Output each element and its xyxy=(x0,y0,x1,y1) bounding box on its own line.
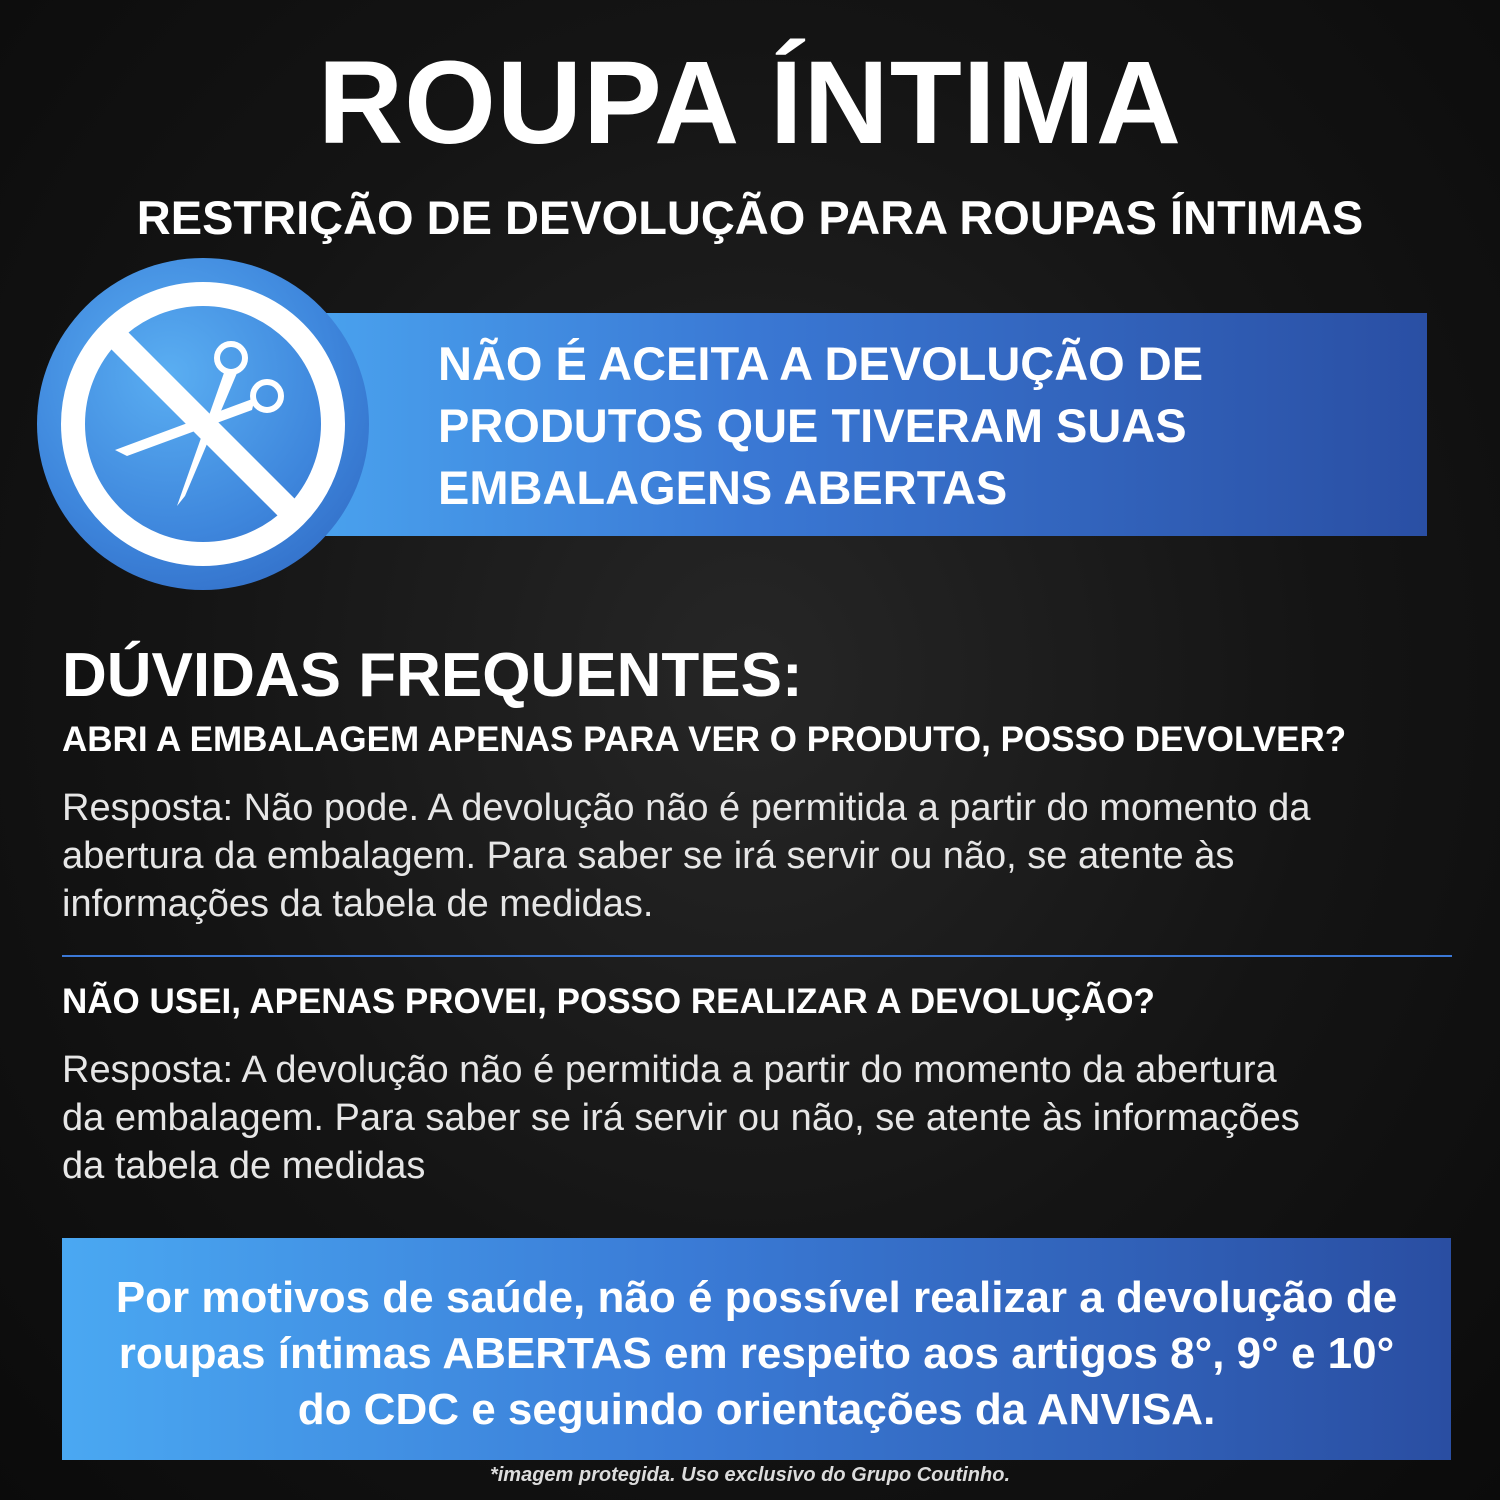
answer-line: da embalagem. Para saber se irá servir ou não, se atente às informações xyxy=(62,1097,1300,1139)
no-scissors-icon xyxy=(37,258,369,590)
footer-line: Por motivos de saúde, não é possível realizar a devolução de xyxy=(115,1273,1398,1322)
page-subtitle: RESTRIÇÃO DE DEVOLUÇÃO PARA ROUPAS ÍNTIMAS xyxy=(136,191,1364,244)
page-title: ROUPA ÍNTIMA xyxy=(317,37,1183,169)
answer-line: Resposta: Não pode. A devolução não é permitida a partir do momento da xyxy=(62,787,1311,829)
footer-notice-text xyxy=(62,1270,1451,1438)
notice-line: EMBALAGENS ABERTAS xyxy=(438,461,1008,514)
faq-heading: DÚVIDAS FREQUENTES: xyxy=(62,641,803,710)
footer-line: do CDC e seguindo orientações da ANVISA. xyxy=(297,1385,1216,1434)
watermark: *imagem protegida. Uso exclusivo do Grupo Coutinho. xyxy=(489,1464,1011,1486)
faq-answer-1 xyxy=(62,784,1462,928)
faq-answer-2 xyxy=(62,1046,1462,1190)
answer-line: Resposta: A devolução não é permitida a partir do momento da abertura xyxy=(62,1049,1277,1091)
answer-line: da tabela de medidas xyxy=(62,1145,426,1187)
answer-line: abertura da embalagem. Para saber se irá servir ou não, se atente às xyxy=(62,835,1235,877)
faq-question-2: NÃO USEI, APENAS PROVEI, POSSO REALIZAR A DEVOLUÇÃO? xyxy=(62,982,1155,1021)
notice-text xyxy=(438,333,1398,519)
notice-line: PRODUTOS QUE TIVERAM SUAS xyxy=(438,399,1187,452)
notice-line: NÃO É ACEITA A DEVOLUÇÃO DE xyxy=(438,337,1204,390)
faq-question-1: ABRI A EMBALAGEM APENAS PARA VER O PRODUTO, POSSO DEVOLVER? xyxy=(62,720,1347,759)
answer-line: informações da tabela de medidas. xyxy=(62,883,654,925)
footer-line: roupas íntimas ABERTAS em respeito aos artigos 8°, 9° e 10° xyxy=(118,1329,1395,1378)
divider xyxy=(62,955,1452,957)
